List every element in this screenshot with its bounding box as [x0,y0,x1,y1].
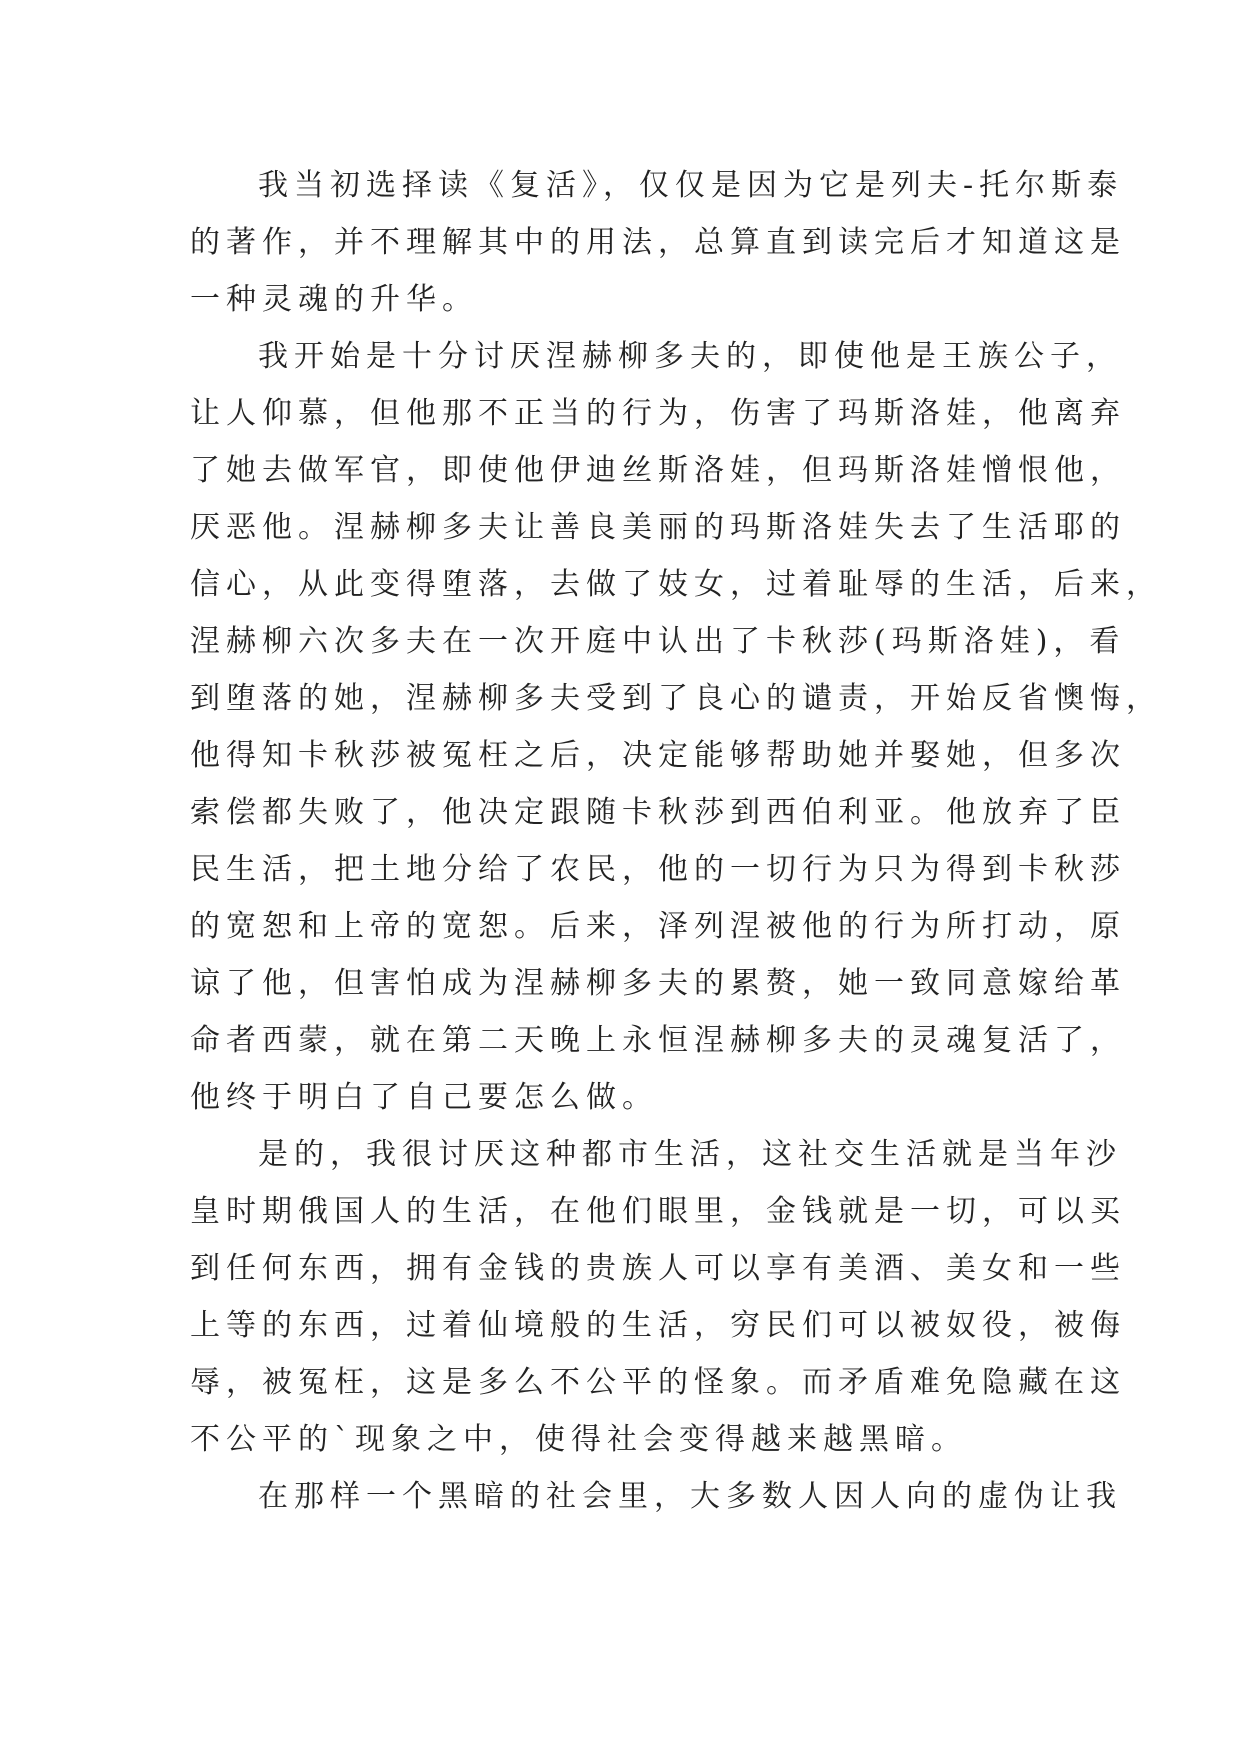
text-line: 的著作，并不理解其中的用法，总算直到读完后才知道这是 [190,225,1126,260]
text-line: 上等的东西，过着仙境般的生活，穷民们可以被奴役，被侮 [190,1308,1126,1343]
text-line: 让人仰慕，但他那不正当的行为，伤害了玛斯洛娃，他离弃 [190,396,1126,431]
text-line: 的宽恕和上帝的宽恕。后来，泽列涅被他的行为所打动，原 [190,909,1126,944]
text-line: 在那样一个黑暗的社会里，大多数人因人向的虚伪让我 [258,1479,1122,1514]
paragraph-4 [190,1468,1122,1525]
text-line: 是的，我很讨厌这种都市生活，这社交生活就是当年沙 [258,1137,1122,1172]
text-line: 他终于明白了自己要怎么做。 [190,1080,658,1115]
text-line: 厌恶他。涅赫柳多夫让善良美丽的玛斯洛娃失去了生活耶的 [190,510,1126,545]
text-line: 命者西蒙，就在第二天晚上永恒涅赫柳多夫的灵魂复活了， [190,1023,1126,1058]
text-line: 民生活，把土地分给了农民，他的一切行为只为得到卡秋莎 [190,852,1126,887]
text-line: 皇时期俄国人的生活，在他们眼里，金钱就是一切，可以买 [190,1194,1126,1229]
paragraph-1 [190,157,1126,328]
text-line: 涅赫柳六次多夫在一次开庭中认出了卡秋莎(玛斯洛娃)，看 [190,624,1126,659]
text-line: 一种灵魂的升华。 [190,282,478,317]
text-line: 我当初选择读《复活》，仅仅是因为它是列夫-托尔斯泰 [258,168,1124,203]
text-line: 了她去做军官，即使他伊迪丝斯洛娃，但玛斯洛娃憎恨他， [190,453,1126,488]
text-line: 到任何东西，拥有金钱的贵族人可以享有美酒、美女和一些 [190,1251,1126,1286]
text-line: 信心，从此变得堕落，去做了妓女，过着耻辱的生活，后来， [190,567,1162,602]
text-line: 索偿都失败了，他决定跟随卡秋莎到西伯利亚。他放弃了臣 [190,795,1126,830]
text-line: 不公平的`现象之中，使得社会变得越来越黑暗。 [190,1422,967,1457]
text-line: 我开始是十分讨厌涅赫柳多夫的，即使他是王族公子， [258,339,1122,374]
body-text [190,157,1162,1525]
text-line: 到堕落的她，涅赫柳多夫受到了良心的谴责，开始反省懊悔， [190,681,1162,716]
text-line: 谅了他，但害怕成为涅赫柳多夫的累赘，她一致同意嫁给革 [190,966,1126,1001]
paragraph-2 [190,328,1162,1126]
paragraph-3 [190,1126,1126,1468]
text-line: 他得知卡秋莎被冤枉之后，决定能够帮助她并娶她，但多次 [190,738,1126,773]
text-line: 辱，被冤枉，这是多么不公平的怪象。而矛盾难免隐藏在这 [190,1365,1126,1400]
